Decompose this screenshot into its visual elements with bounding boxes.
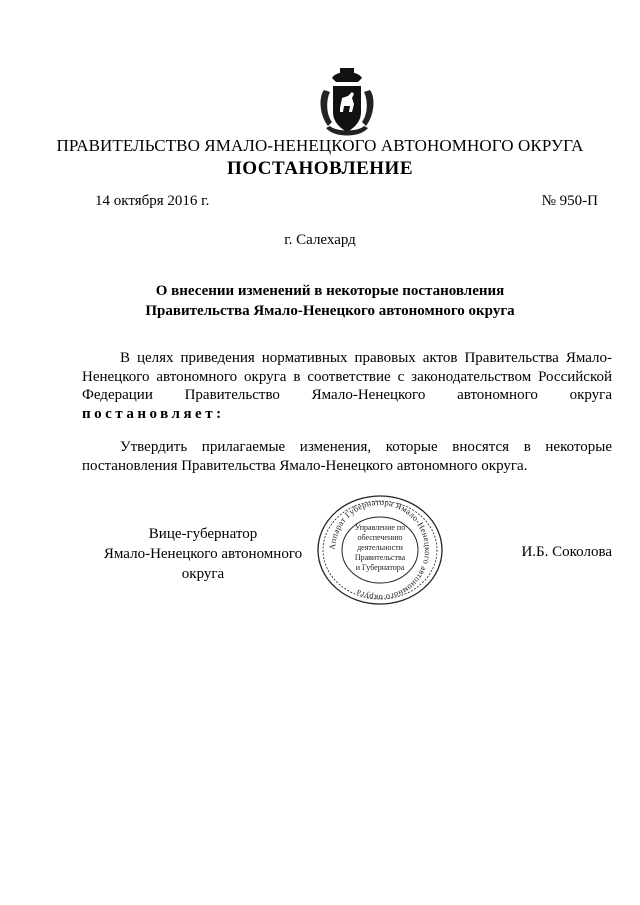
stamp-ring-text: Аппарат Губернатора Ямало-Ненецкого автономного округа <box>326 496 434 604</box>
resolves-word: постановляет: <box>82 405 225 422</box>
signer-name: И.Б. Соколова <box>521 544 612 560</box>
document-number: № 950-П <box>541 193 598 209</box>
body-paragraph-1 <box>82 349 612 423</box>
signer-title <box>82 524 324 584</box>
paragraph-1-text: В целях приведения нормативных правовых актов Правительства Ямало-Ненецкого автономного округа в соответствие с законодательством Российской Федерации Правительство Ямало-Ненецкого автономного округа <box>82 350 612 403</box>
coat-of-arms-emblem <box>318 68 376 140</box>
stamp-center-line-5: и Губернатора <box>355 563 405 572</box>
signer-title-line-1: Вице-губернатор <box>148 526 258 542</box>
body-paragraph-2: Утвердить прилагаемые изменения, которые вносятся в некоторые постановления Правительства Ямало-Ненецкого автономного округа. <box>82 439 612 474</box>
stamp-center-line-4: Правительства <box>354 553 406 562</box>
document-type: ПОСТАНОВЛЕНИЕ <box>226 158 414 179</box>
subject-line-1: О внесении изменений в некоторые постановления <box>155 283 505 299</box>
document-city: г. Салехард <box>284 232 356 248</box>
subject-line-2: Правительства Ямало-Ненецкого автономного округа <box>145 303 515 319</box>
signer-title-line-2: Ямало-Ненецкого автономного округа <box>103 546 303 582</box>
document-date: 14 октября 2016 г. <box>95 193 210 209</box>
document-subject <box>80 281 580 321</box>
stamp-center-line-1: Управление по <box>354 523 406 532</box>
organization-name: ПРАВИТЕЛЬСТВО ЯМАЛО-НЕНЕЦКОГО АВТОНОМНОГО ОКРУГА <box>56 136 584 155</box>
stamp-center-line-2: обеспечению <box>357 533 403 542</box>
official-stamp <box>316 494 444 606</box>
stamp-center-line-3: деятельности <box>357 543 403 552</box>
